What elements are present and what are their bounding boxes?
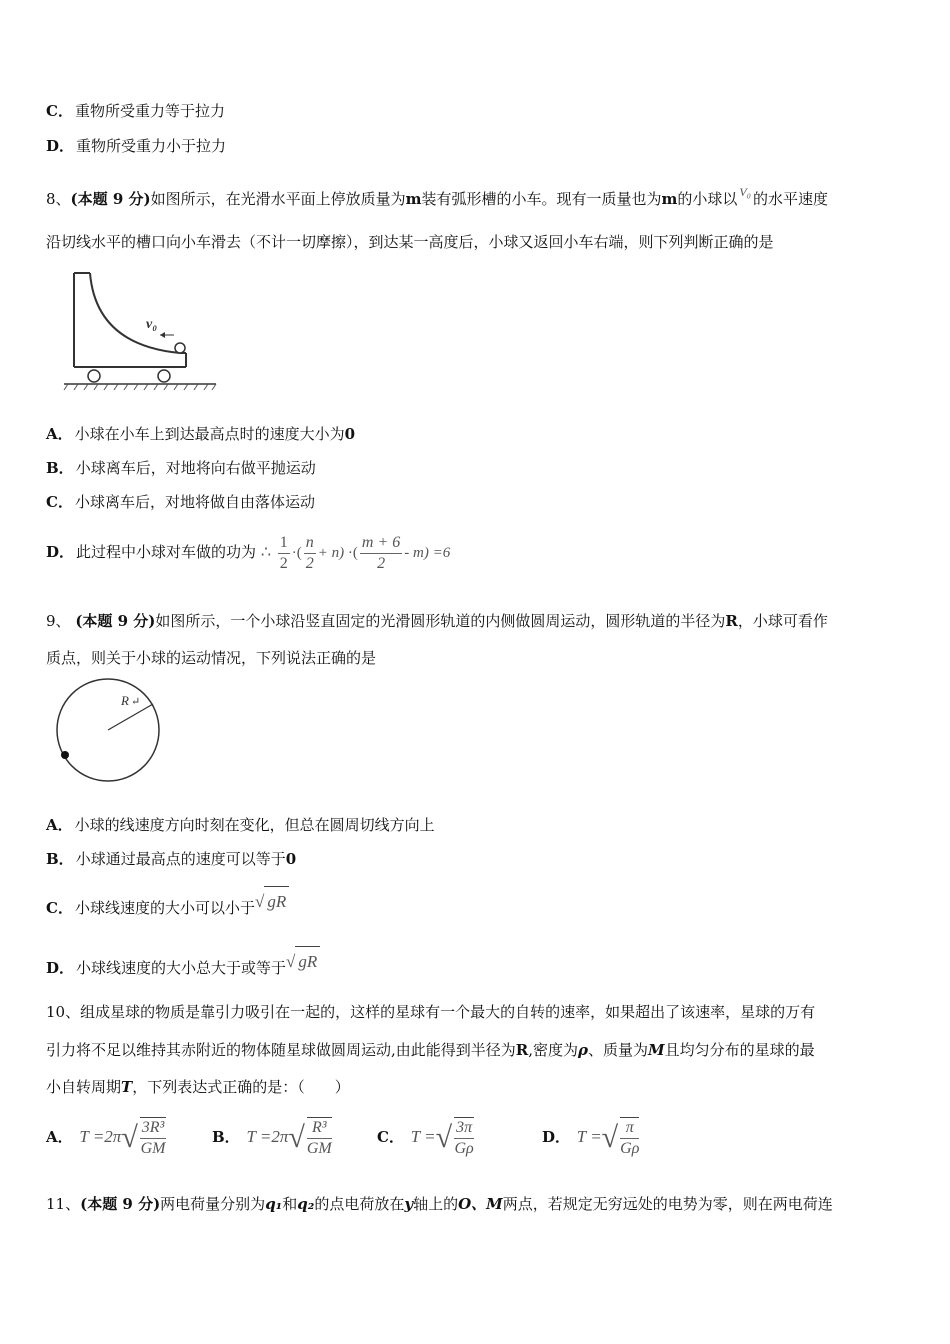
option-letter: B． <box>212 1128 240 1146</box>
q8-option-a <box>46 424 355 444</box>
formula-lhs: T =2π <box>79 1127 122 1146</box>
q9-option-a <box>46 815 435 835</box>
option-value: 0 <box>344 425 356 443</box>
stem-text: 如图所示，在光滑水平面上停放质量为 <box>150 190 406 208</box>
r-arrow: ↵ <box>131 696 141 708</box>
v0-label: v₀ <box>146 317 158 332</box>
option-text: 小球通过最高点的速度可以等于 <box>75 850 286 868</box>
expression-part: - m) =6 <box>404 545 451 561</box>
stem-text: ，下列表达式正确的是：（ ） <box>132 1078 350 1096</box>
option-text: 此过程中小球对车做的功为 <box>76 543 257 561</box>
denominator: 2 <box>377 554 386 572</box>
option-text: 小球离车后，对地将向右做平抛运动 <box>75 459 316 477</box>
q9-option-b <box>46 849 296 869</box>
q9-stem-line2: 质点，则关于小球的运动情况，下列说法正确的是 <box>46 649 377 667</box>
stem-text: 的点电荷放在 <box>314 1195 405 1213</box>
q8-option-b <box>46 458 316 478</box>
stem-text: 引力将不足以维持其赤附近的物体随星球做圆周运动,由此能得到半径为 <box>46 1041 516 1059</box>
fraction <box>620 1117 639 1159</box>
fraction <box>304 533 316 574</box>
option-letter: D． <box>46 543 75 561</box>
stem-text: ,密度为 <box>528 1041 579 1059</box>
q8-option-d: D． 此过程中小球对车做的功为 ∴ $\frac{1}{2}$ ·( $\frac{n}{2}$ + n) ·( $\frac{m + 6}{2}$ - m) =6 <box>46 533 451 572</box>
numerator: 1 <box>278 533 290 554</box>
q8-option-c <box>46 492 315 512</box>
q7-option-c <box>46 101 225 121</box>
fraction <box>140 1117 167 1159</box>
charge-symbol: q₁ <box>265 1195 283 1213</box>
formula-lhs: T = <box>410 1127 436 1146</box>
stem-text: 两点，若规定无穷远处的电势为零，则在两电荷连 <box>502 1195 833 1213</box>
stem-text: 装有弧形槽的小车。现有一质量也为 <box>421 190 662 208</box>
stem-text: 、质量为 <box>588 1041 649 1059</box>
question-score: (本题 9 分) <box>80 1195 161 1213</box>
stem-text: 且均匀分布的星球的最 <box>664 1041 815 1059</box>
option-letter: C． <box>46 493 73 511</box>
axis-symbol: y <box>404 1195 414 1213</box>
option-text: 重物所受重力等于拉力 <box>74 102 225 120</box>
radicand: gR <box>295 946 320 977</box>
fraction <box>278 533 290 574</box>
mass-symbol: M <box>648 1041 665 1059</box>
therefore-symbol: ∴ <box>260 544 271 561</box>
option-letter: D． <box>542 1128 571 1146</box>
sqrt-expression: √ gR <box>255 886 289 917</box>
q7-option-d <box>46 136 226 156</box>
radius-symbol: R <box>725 612 738 630</box>
expression-part: + n) <box>317 545 345 561</box>
question-score: (本题 9 分) <box>75 612 156 630</box>
formula-lhs: T = <box>576 1127 602 1146</box>
option-text: 小球在小车上到达最高点时的速度大小为 <box>74 425 345 443</box>
circle-track-figure <box>52 675 164 787</box>
q10-option-d: D． T =√ $\frac{\pi}{G\rho}$ <box>542 1119 640 1157</box>
option-letter: D． <box>46 137 75 155</box>
denominator: GM <box>140 1140 166 1157</box>
q8-stem-line1 <box>46 182 828 209</box>
denominator: 2 <box>279 554 288 572</box>
question-score: (本题 9 分) <box>70 190 151 208</box>
stem-text: 和 <box>282 1195 298 1213</box>
option-letter: B． <box>46 459 74 477</box>
denominator: Gρ <box>454 1140 474 1157</box>
denominator: 2 <box>305 554 314 572</box>
question-number: 10、 <box>46 1003 81 1021</box>
option-value: 0 <box>285 850 297 868</box>
fraction <box>307 1117 332 1159</box>
stem-text: 轴上的 <box>413 1195 459 1213</box>
option-text: 小球的线速度方向时刻在变化，但总在圆周切线方向上 <box>74 816 435 834</box>
option-letter: B． <box>46 850 74 868</box>
numerator: 3π <box>454 1118 474 1139</box>
option-letter: C． <box>46 102 73 120</box>
numerator: 3R³ <box>140 1118 167 1139</box>
q10-option-b: B． T =2π√ $\frac{\text{R³}}{GM}$ <box>212 1119 332 1157</box>
numerator: R³ <box>307 1118 332 1139</box>
option-text: 小球离车后，对地将做自由落体运动 <box>74 493 315 511</box>
option-letter: A． <box>46 1128 73 1146</box>
ball <box>61 751 69 759</box>
question-number: 8、 <box>46 190 71 208</box>
q9-option-d <box>46 946 320 983</box>
density-symbol: ρ <box>578 1041 589 1059</box>
fraction <box>454 1117 474 1159</box>
q10-stem-line1 <box>46 1002 815 1022</box>
q9-stem-line1 <box>46 611 828 631</box>
denominator: GM <box>306 1140 332 1157</box>
radicand: gR <box>264 886 289 917</box>
stem-text: 的小球以 <box>677 190 738 208</box>
fraction <box>360 533 402 574</box>
option-text: 小球线速度的大小总大于或等于 <box>76 959 287 977</box>
velocity-symbol: V₀ <box>739 185 751 199</box>
q11-stem-line1 <box>46 1194 833 1214</box>
stem-text: 的水平速度 <box>752 190 828 208</box>
radius-symbol: R <box>515 1041 529 1059</box>
numerator: m + 6 <box>360 533 402 554</box>
option-letter: C． <box>46 899 73 917</box>
r-label: R <box>121 693 129 708</box>
charge-symbol: q₂ <box>297 1195 315 1213</box>
q10-option-c: C． T =√ $\frac{3\pi}{G\rho}$ <box>377 1119 474 1157</box>
mass-symbol: m <box>405 190 422 208</box>
option-letter: A． <box>46 425 73 443</box>
q9-option-c <box>46 886 289 923</box>
q10-option-a: A． T =2π√ $\frac{\text{3R³}}{GM}$ <box>46 1119 166 1157</box>
formula-lhs: T =2π <box>246 1127 289 1146</box>
option-letter: C． <box>377 1128 404 1146</box>
option-text: 小球线速度的大小可以小于 <box>74 899 255 917</box>
q10-stem-line2 <box>46 1040 815 1060</box>
stem-text: 组成星球的物质是靠引力吸引在一起的，这样的星球有一个最大的自转的速率，如果超出了该速率，星球的万有 <box>80 1003 816 1021</box>
option-text: 重物所受重力小于拉力 <box>76 137 227 155</box>
stem-text: 如图所示，一个小球沿竖直固定的光滑圆形轨道的内侧做圆周运动，圆形轨道的半径为 <box>155 612 726 630</box>
point-symbols: O、M <box>458 1195 503 1213</box>
numerator: π <box>620 1118 639 1139</box>
q8-stem-line2: 沿切线水平的槽口向小车滑去（不计一切摩擦），到达某一高度后，小球又返回小车右端，则下列判断正确的是 <box>46 233 774 251</box>
question-number: 11、 <box>46 1195 81 1213</box>
stem-text: 两电荷量分别为 <box>160 1195 266 1213</box>
option-letter: A． <box>46 816 73 834</box>
mass-symbol: m <box>661 190 678 208</box>
cart-figure <box>60 265 220 395</box>
stem-text: ，小球可看作 <box>737 612 828 630</box>
wheel <box>158 370 170 382</box>
option-letter: D． <box>46 959 75 977</box>
ball <box>175 343 185 353</box>
period-symbol: T <box>121 1078 133 1096</box>
q10-stem-line3 <box>46 1077 350 1097</box>
sqrt-expression: √ gR <box>286 946 320 977</box>
question-number: 9、 <box>46 612 71 630</box>
numerator: n <box>304 533 316 554</box>
denominator: Gρ <box>620 1140 640 1157</box>
wheel <box>88 370 100 382</box>
stem-text: 小自转周期 <box>46 1078 122 1096</box>
